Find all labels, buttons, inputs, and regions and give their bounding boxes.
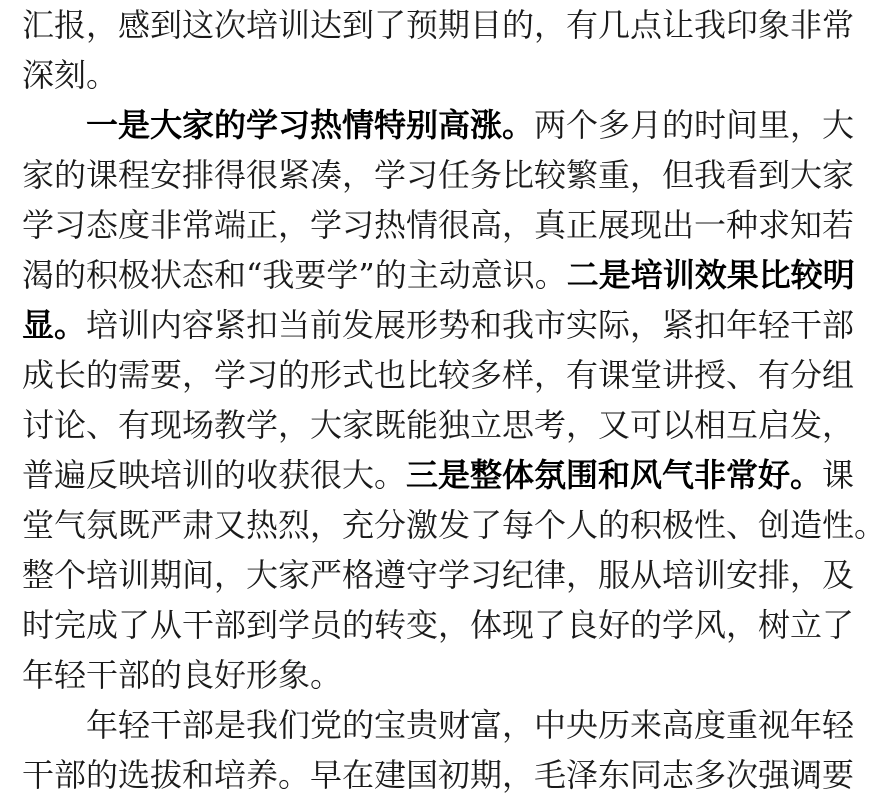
text-run: 两个多月的时间里，大: [534, 106, 855, 144]
text-line: [22, 0, 855, 50]
text-run: 整个培训期间，大家严格遵守学习纪律，服从培训安排，及: [22, 556, 855, 594]
text-run: 深刻。: [22, 56, 119, 94]
text-run: 成长的需要，学习的形式也比较多样，有课堂讲授、有分组: [22, 356, 855, 394]
text-line: [22, 550, 855, 600]
text-run: 年轻干部是我们党的宝贵财富，中央历来高度重视年轻: [22, 706, 855, 744]
text-line: [22, 500, 886, 550]
text-line: [22, 350, 855, 400]
bold-text-run: 显。: [22, 306, 87, 344]
text-run: [22, 106, 86, 144]
text-run: 堂气氛既严肃又热烈，充分激发了每个人的积极性、创造性。: [22, 506, 886, 544]
text-line: [22, 200, 855, 250]
text-run: 干部的选拔和培养。早在建国初期，毛泽东同志多次强调要: [22, 756, 855, 794]
text-line: [22, 300, 855, 350]
text-run: 时完成了从干部到学员的转变，体现了良好的学风，树立了: [22, 606, 855, 644]
text-run: 渴的积极状态和“我要学”的主动意识。: [22, 256, 567, 294]
text-line: [22, 750, 855, 800]
text-line: [22, 400, 855, 450]
text-run: 学习态度非常端正，学习热情很高，真正展现出一种求知若: [22, 206, 855, 244]
text-run: 年轻干部的良好形象。: [22, 656, 343, 694]
text-line: [22, 100, 855, 150]
text-line: [22, 50, 782, 100]
text-line: [22, 250, 855, 300]
text-run: 普遍反映培训的收获很大。: [22, 456, 407, 494]
text-line: [22, 700, 855, 750]
text-run: 培训内容紧扣当前发展形势和我市实际，紧扣年轻干部: [86, 306, 855, 344]
bold-text-run: 二是培训效果比较明: [566, 256, 855, 294]
text-run: 讨论、有现场教学，大家既能独立思考，又可以相互启发，: [22, 406, 855, 444]
text-line: [22, 150, 855, 200]
text-line: [22, 600, 855, 650]
bold-text-run: 一是大家的学习热情特别高涨。: [86, 106, 535, 144]
text-run: 课: [822, 456, 855, 494]
bold-text-run: 三是整体氛围和风气非常好。: [406, 456, 823, 494]
text-run: 汇报，感到这次培训达到了预期目的，有几点让我印象非常: [22, 6, 855, 44]
text-run: 家的课程安排得很紧凑，学习任务比较繁重，但我看到大家: [22, 156, 855, 194]
text-line: [22, 650, 782, 700]
text-line: [22, 450, 855, 500]
